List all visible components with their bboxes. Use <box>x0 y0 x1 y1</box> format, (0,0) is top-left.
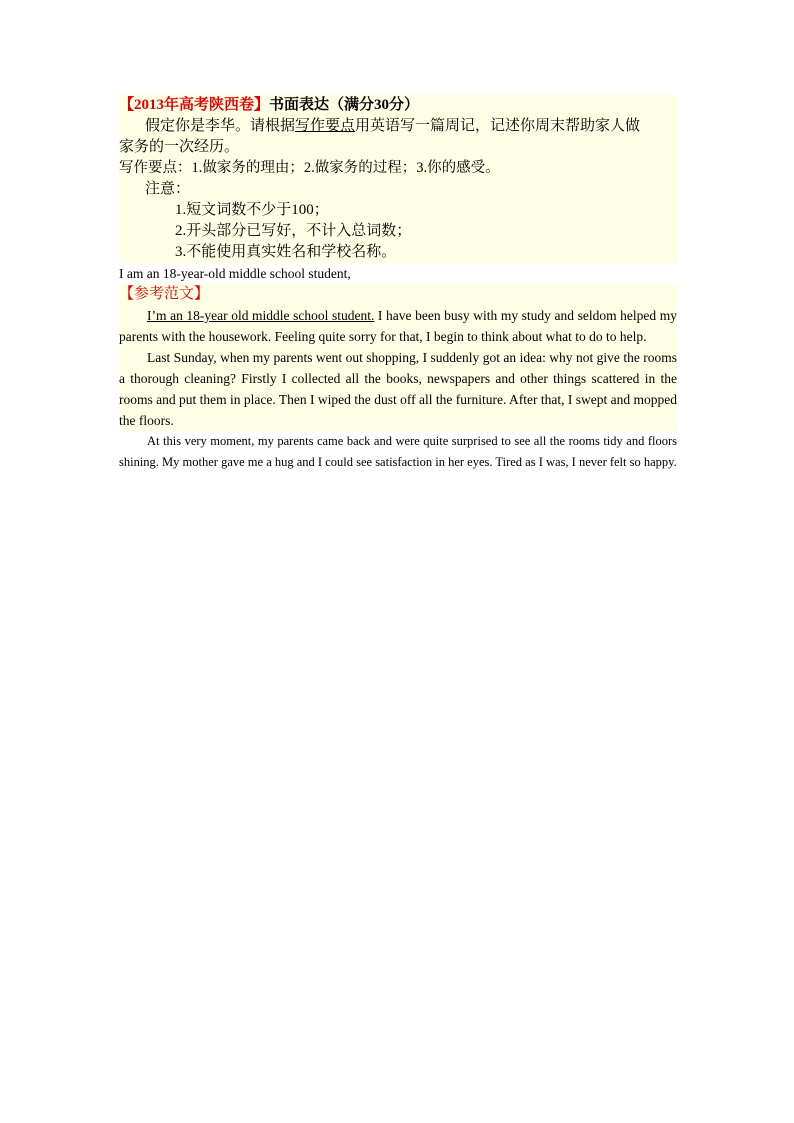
sample-paragraph-3: At this very moment, my parents came back and were quite surprised to see all the rooms tidy and floors shining. My mother gave me a hug and I could see satisfaction in her eyes. Tired as I was, I never felt so happy. <box>119 434 677 469</box>
note-item: 1.短文词数不少于100； <box>175 202 329 218</box>
highlighted-section <box>119 95 677 263</box>
sample-paragraph-1 <box>119 305 677 347</box>
opening-sentence: I am an 18-year-old middle school student, <box>119 266 351 281</box>
given-opening: I’m an 18-year old middle school student. <box>147 308 375 323</box>
sample-label <box>119 284 677 305</box>
notes-label: 注意： <box>145 181 191 197</box>
paragraph-text: I have been busy with my study and seldom helped my parents with the housework. Feeling quite sorry for that, I begin to think about what to do to help. <box>119 308 677 344</box>
writing-points: 写作要点：1.做家务的理由；2.做家务的过程；3.你的感受。 <box>119 160 500 176</box>
sample-label-text: 【参考范文】 <box>119 286 210 302</box>
prompt-line-2: 家务的一次经历。 <box>119 139 240 155</box>
sample-section <box>119 284 677 431</box>
heading <box>119 95 677 116</box>
sample-paragraph-2: Last Sunday, when my parents went out shopping, I suddenly got an idea: why not give the rooms a thorough cleaning? Firstly I collected all the books, newspapers and other things scattered in the rooms and put them in place. Then I wiped the dust off all the furniture. After that, I swept and mopped the floors. <box>119 350 677 428</box>
writing-points-link: 写作要点 <box>295 118 356 134</box>
prompt-line-1 <box>119 116 677 137</box>
note-item: 3.不能使用真实姓名和学校名称。 <box>175 244 397 260</box>
source-tag: 【2013年高考陕西卷】 <box>119 97 270 113</box>
note-item: 2.开头部分已写好，不计入总词数； <box>175 223 412 239</box>
document-page <box>119 95 677 473</box>
section-title: 书面表达（满分30分） <box>269 97 420 113</box>
prompt-text: 用英语写一篇周记，记述你周末帮助家人做 <box>355 118 641 134</box>
prompt-text: 假定你是李华。请根据 <box>145 118 296 134</box>
